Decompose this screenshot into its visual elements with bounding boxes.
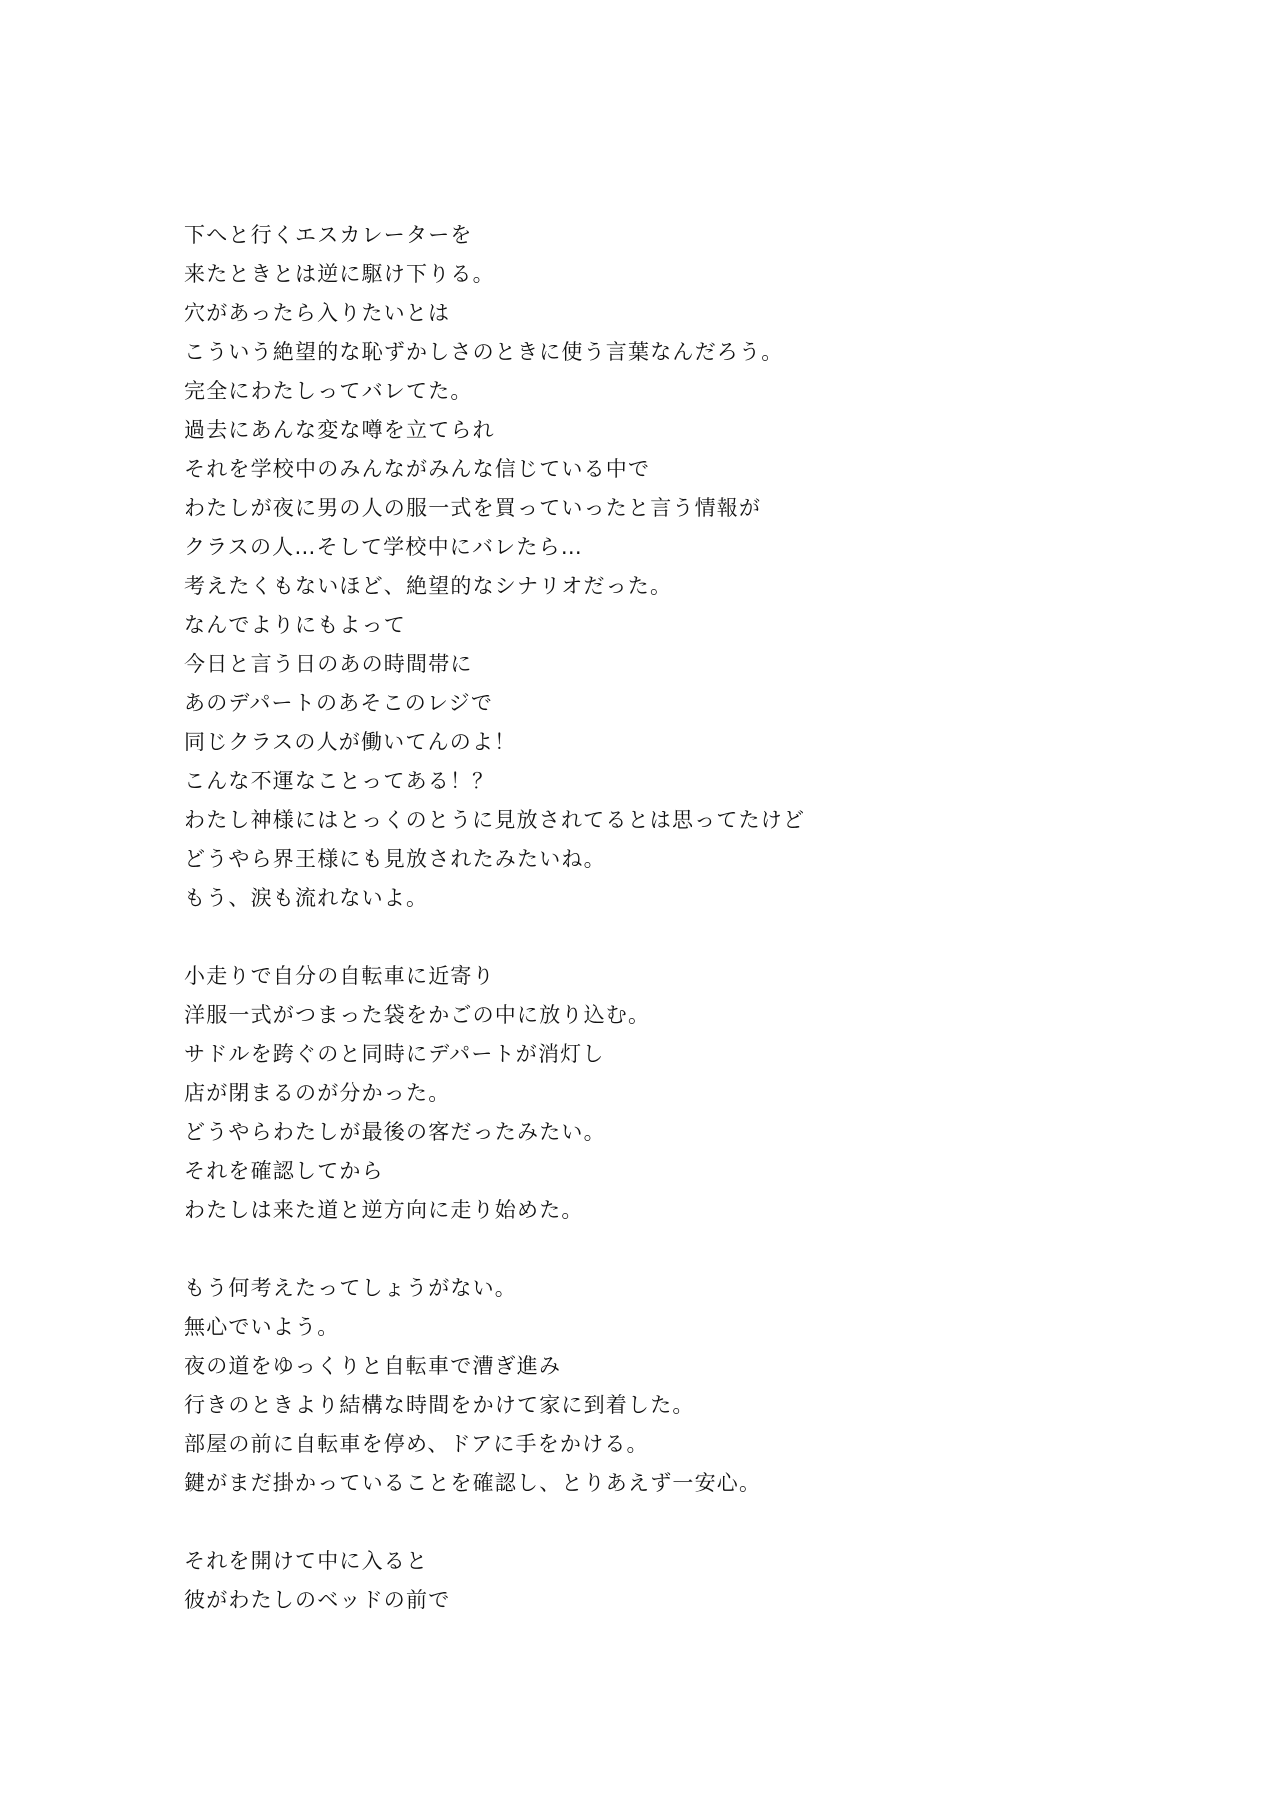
text-line: 無心でいよう。 xyxy=(184,1315,340,1339)
text-line: もう、涙も流れないよ。 xyxy=(184,886,429,910)
text-line: わたしが夜に男の人の服一式を買っていったと言う情報が xyxy=(184,496,762,520)
text-line: 考えたくもないほど、絶望的なシナリオだった。 xyxy=(184,574,673,598)
text-line: 店が閉まるのが分かった。 xyxy=(184,1081,451,1105)
text-line: 行きのときより結構な時間をかけて家に到着した。 xyxy=(184,1393,695,1417)
text-line: 下へと行くエスカレーターを xyxy=(184,223,473,247)
text-line: わたしは来た道と逆方向に走り始めた。 xyxy=(184,1198,584,1222)
text-line: もう何考えたってしょうがない。 xyxy=(184,1276,517,1300)
text-line: 小走りで自分の自転車に近寄り xyxy=(184,964,495,988)
text-line: 洋服一式がつまった袋をかごの中に放り込む。 xyxy=(184,1003,651,1027)
text-body xyxy=(184,216,1144,1659)
text-line: どうやら界王様にも見放されたみたいね。 xyxy=(184,847,606,871)
text-line: こういう絶望的な恥ずかしさのときに使う言葉なんだろう。 xyxy=(184,340,784,364)
text-line: あのデパートのあそこのレジで xyxy=(184,691,494,715)
text-line: 彼がわたしのベッドの前で xyxy=(184,1588,451,1612)
paragraph-3 xyxy=(184,1269,1144,1503)
text-line: 夜の道をゆっくりと自転車で漕ぎ進み xyxy=(184,1354,562,1378)
text-line: なんでよりにもよって xyxy=(184,613,406,637)
text-line: サドルを跨ぐのと同時にデパートが消灯し xyxy=(184,1042,605,1066)
text-line: それを学校中のみんながみんな信じている中で xyxy=(184,457,651,481)
text-line: 過去にあんな変な噂を立てられ xyxy=(184,418,495,442)
text-line: 同じクラスの人が働いてんのよ！ xyxy=(184,730,517,754)
text-line: わたし神様にはとっくのとうに見放されてるとは思ってたけど xyxy=(184,808,806,832)
paragraph-2 xyxy=(184,957,1144,1230)
text-line: それを開けて中に入ると xyxy=(184,1549,429,1573)
paragraph-4 xyxy=(184,1542,1144,1620)
text-line: こんな不運なことってある！？ xyxy=(184,769,495,793)
text-line: それを確認してから xyxy=(184,1159,384,1183)
paragraph-1 xyxy=(184,216,1144,918)
text-line: 完全にわたしってバレてた。 xyxy=(184,379,473,403)
text-line: 部屋の前に自転車を停め、ドアに手をかける。 xyxy=(184,1432,649,1456)
text-line: どうやらわたしが最後の客だったみたい。 xyxy=(184,1120,606,1144)
text-line: 鍵がまだ掛かっていることを確認し、とりあえず一安心。 xyxy=(184,1471,762,1495)
text-line: 穴があったら入りたいとは xyxy=(184,301,451,325)
text-line: 今日と言う日のあの時間帯に xyxy=(184,652,473,676)
text-line: 来たときとは逆に駆け下りる。 xyxy=(184,262,495,286)
text-line: クラスの人…そして学校中にバレたら… xyxy=(184,535,583,559)
